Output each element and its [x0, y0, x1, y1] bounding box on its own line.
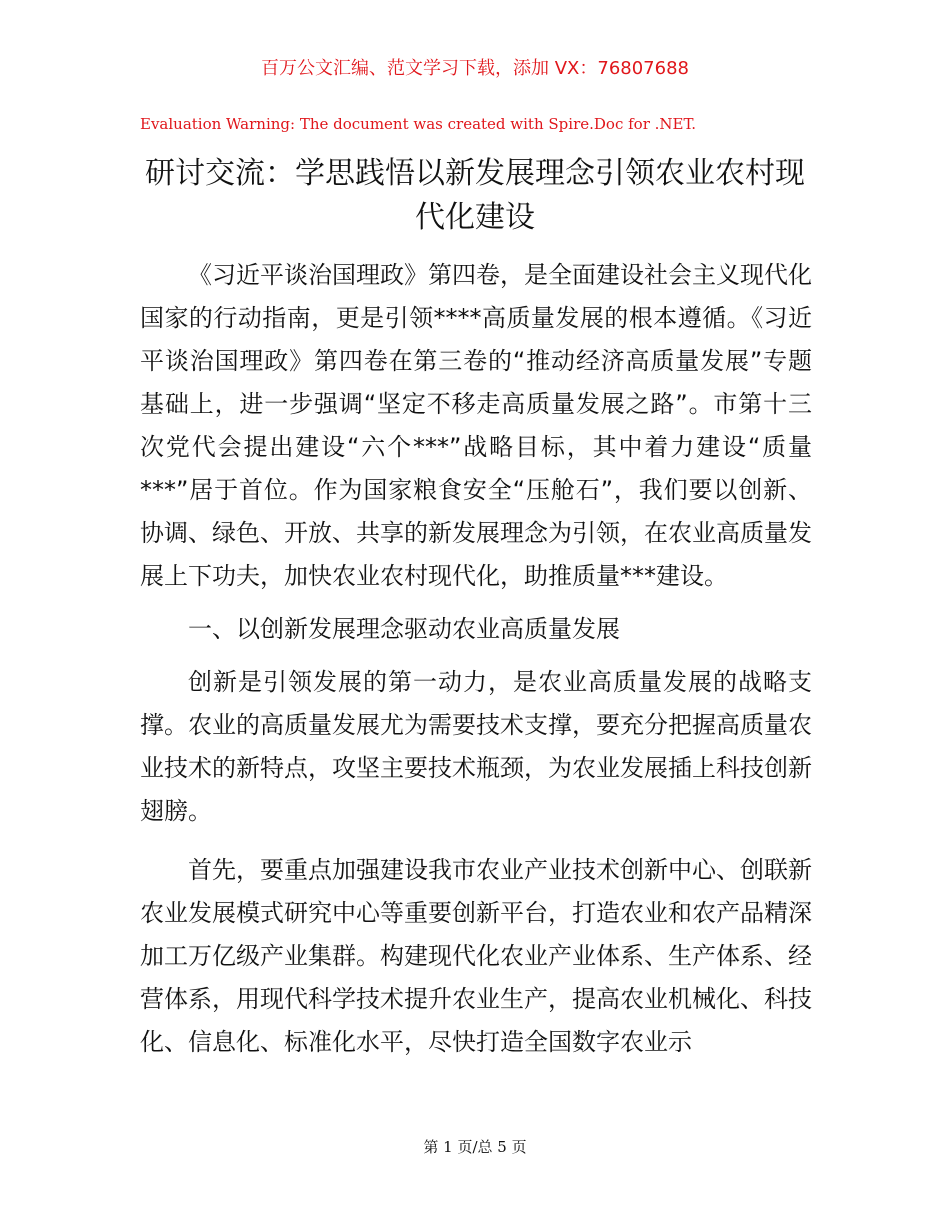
evaluation-warning: Evaluation Warning: The document was created with Spire.Doc for .NET.: [140, 115, 697, 133]
page-number-footer: 第 1 页/总 5 页: [423, 1138, 527, 1156]
paragraph-intro: 《习近平谈治国理政》第四卷，是全面建设社会主义现代化国家的行动指南，更是引领****高质量发展的根本遵循。《习近平谈治国理政》第四卷在第三卷的“推动经济高质量发展”专题基础上，进一步强调“坚定不移走高质量发展之路”。市第十三次党代会提出建设“六个***”战略目标，其中着力建设“质量***”居于首位。作为国家粮食安全“压舱石”，我们要以创新、协调、绿色、开放、共享的新发展理念为引领，在农业高质量发展上下功夫，加快农业农村现代化，助推质量***建设。: [140, 261, 812, 590]
header-ad-text: 百万公文汇编、范文学习下载，添加 VX：76807688: [261, 58, 689, 79]
section-heading-1: 一、以创新发展理念驱动农业高质量发展: [188, 615, 620, 643]
document-body: [140, 254, 812, 1064]
paragraph-innovation: 创新是引领发展的第一动力，是农业高质量发展的战略支撑。农业的高质量发展尤为需要技术支撑，要充分把握高质量农业技术的新特点，攻坚主要技术瓶颈，为农业发展插上科技创新翅膀。: [140, 668, 812, 825]
document-title: 研讨交流：学思践悟以新发展理念引领农业农村现代化建设: [145, 156, 805, 235]
paragraph-first: 首先，要重点加强建设我市农业产业技术创新中心、创联新农业发展模式研究中心等重要创新平台，打造农业和农产品精深加工万亿级产业集群。构建现代化农业产业体系、生产体系、经营体系，用现代科学技术提升农业生产，提高农业机械化、科技化、信息化、标准化水平，尽快打造全国数字农业示: [140, 856, 812, 1056]
